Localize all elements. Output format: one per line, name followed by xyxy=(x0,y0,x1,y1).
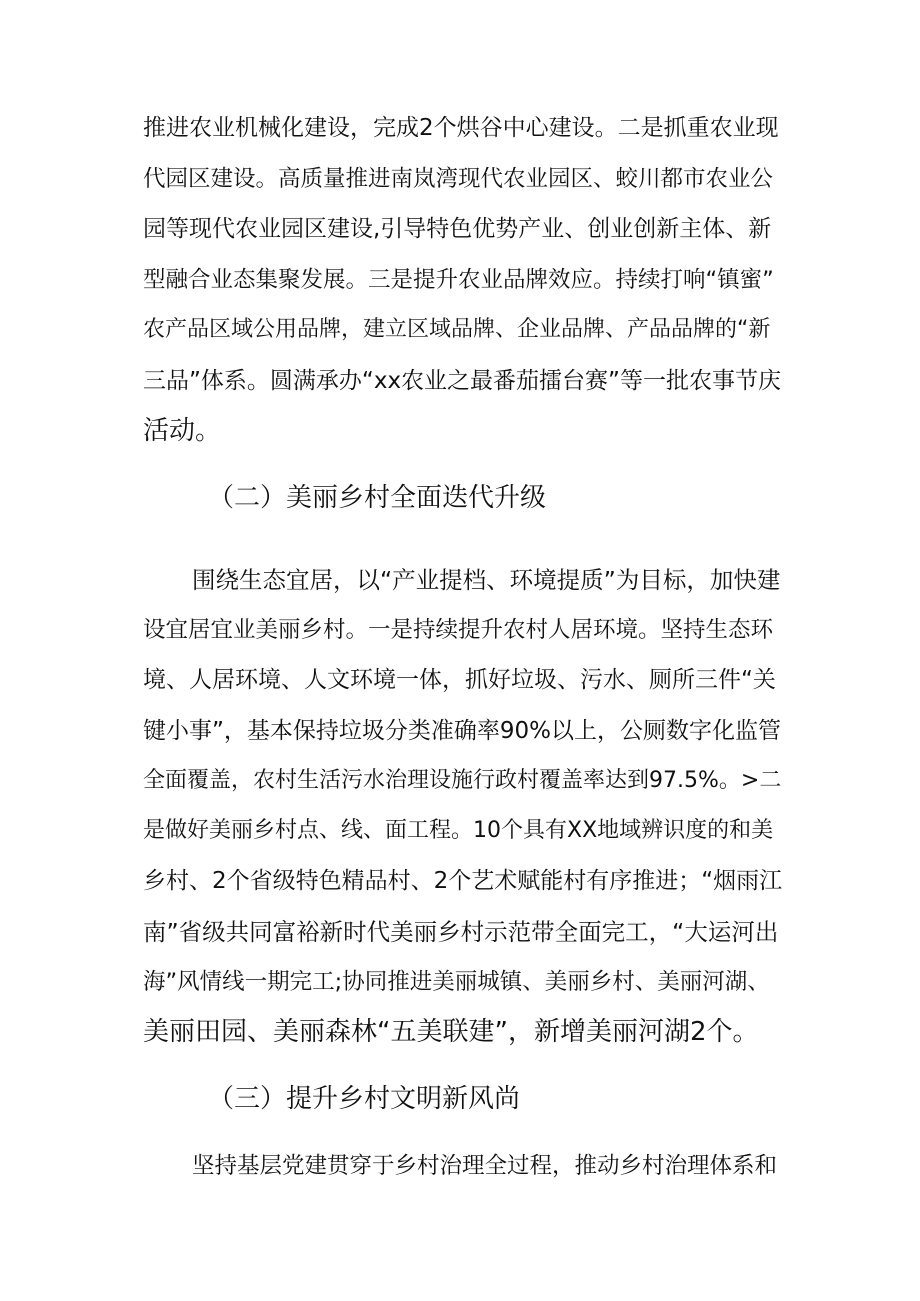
text-line: 推进农业机械化建设，完成2个烘谷中心建设。二是抓重农业现 xyxy=(143,115,779,141)
text-line: 园等现代农业园区建设,引导特色优势产业、创业创新主体、新 xyxy=(143,216,772,242)
text-line: 农产品区域公用品牌，建立区域品牌、企业品牌、产品品牌的“新 xyxy=(143,317,771,342)
text-line: 全面覆盖，农村生活污水治理设施行政村覆盖率达到97.5%。>二 xyxy=(143,768,782,793)
text-line: 坚持基层党建贯穿于乡村治理全过程，推动乡村治理体系和 xyxy=(192,1153,778,1179)
text-line: 键小事”，基本保持垃圾分类准确率90%以上，公厕数字化监管 xyxy=(143,718,782,744)
text-line: 代园区建设。高质量推进南岚湾现代农业园区、蛟川都市农业公 xyxy=(143,166,774,192)
text-line: 三品”体系。圆满承办“xx农业之最番茄擂台赛”等一批农事节庆 xyxy=(143,368,781,394)
text-line: 活动。 xyxy=(143,416,222,446)
text-line: 境、人居环境、人文环境一体，抓好垃圾、污水、厕所三件“关 xyxy=(143,667,776,693)
text-line: 海”风情线一期完工;协同推进美丽城镇、美丽乡村、美丽河湖、 xyxy=(143,969,770,995)
text-line: 乡村、2个省级特色精品村、2个艺术赋能村有序推进；“烟雨江 xyxy=(143,868,783,894)
text-line: 是做好美丽乡村点、线、面工程。10个具有XX地域辨识度的和美 xyxy=(143,818,774,843)
text-line: 设宜居宜业美丽乡村。一是持续提升农村人居环境。坚持生态环 xyxy=(143,617,774,643)
text-line: 围绕生态宜居，以“产业提档、环境提质”为目标，加快建 xyxy=(192,566,781,594)
text-line: 南”省级共同富裕新时代美丽乡村示范带全面完工，“大运河出 xyxy=(143,918,779,946)
text-line: 美丽田园、美丽森林“五美联建”，新增美丽河湖2个。 xyxy=(143,1017,759,1047)
section-heading-rural-civilization: （三）提升乡村文明新风尚 xyxy=(208,1084,521,1114)
text-line: 型融合业态集聚发展。三是提升农业品牌效应。持续打响“镇蜜” xyxy=(143,267,774,293)
section-heading-beautiful-villages: （二）美丽乡村全面迭代升级 xyxy=(208,483,547,513)
